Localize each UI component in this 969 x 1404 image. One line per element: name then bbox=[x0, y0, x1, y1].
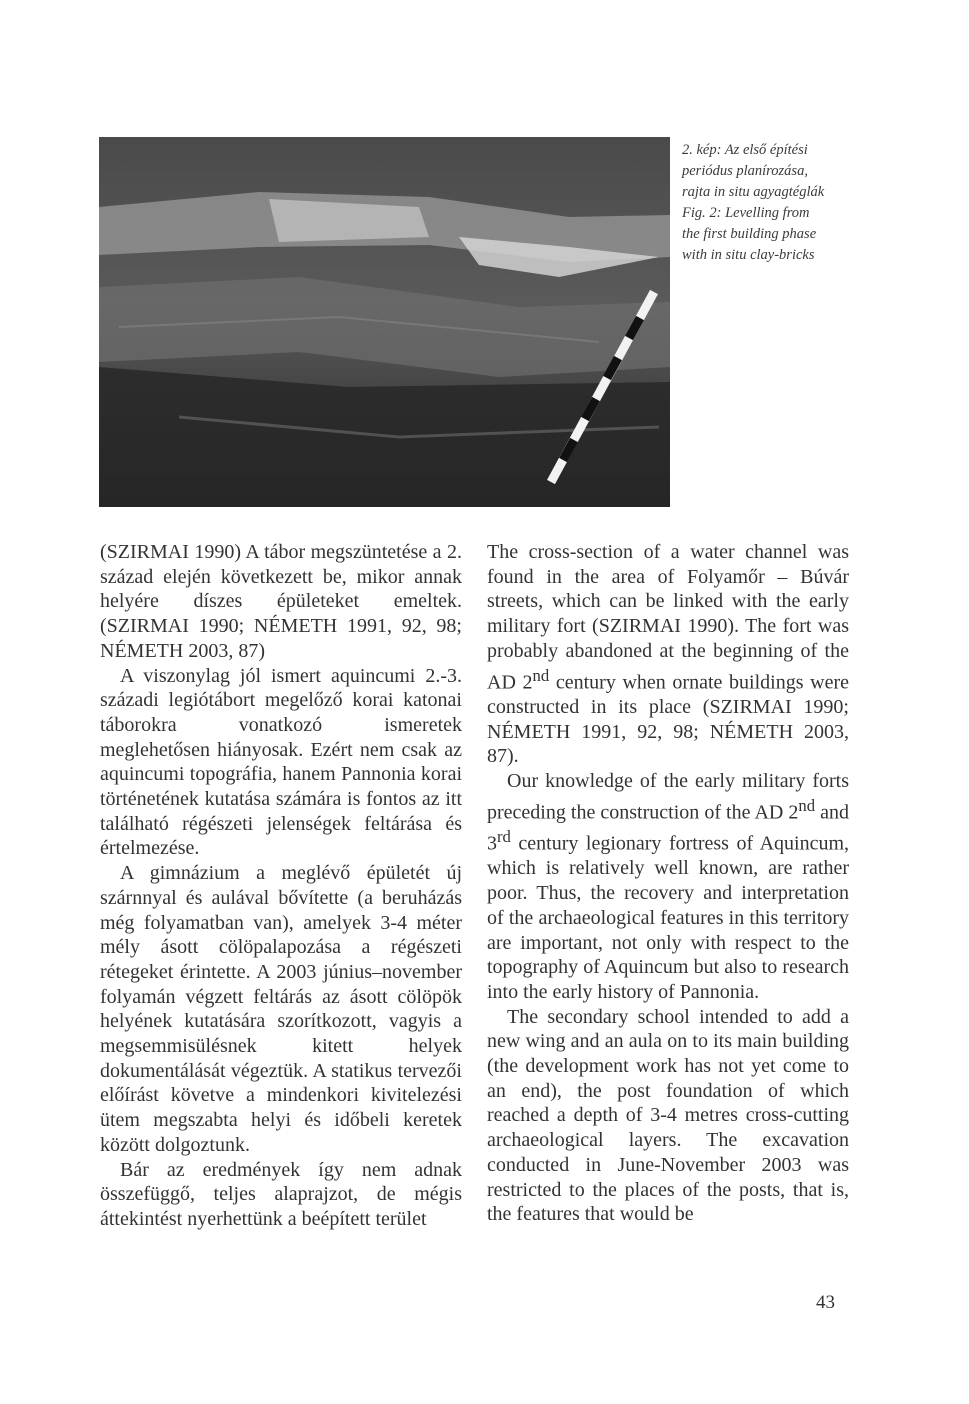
caption-line: the first building phase bbox=[682, 226, 817, 242]
text-run: century legionary fortress of Aquincum, which is relatively well known, are rather poor. Thus, the recovery and interpretation of the archaeological features in this territory are important, not only with respect to the topography of Aquincum but also to research into the early history of Pannonia. bbox=[487, 832, 849, 1003]
excavation-photo bbox=[99, 137, 670, 507]
text-run: century when ornate buildings were constructed in its place (SZIRMAI 1990; NÉMETH 1991, 92, 98; NÉMETH 2003, 87). bbox=[487, 671, 850, 768]
text-run: The cross-section of a water channel was found in the area of Folyamőr – Búvár streets, which can be linked with the early military fort (SZIRMAI 1990). The fort was probably abandoned at the beginning of the AD 2 bbox=[487, 541, 849, 694]
text-run: Our knowledge of the early military forts preceding the construction of the AD 2 bbox=[487, 769, 849, 824]
paragraph: A gimnázium a meglévő épületét új szárnnyal és aulával bővítette (a beruházás még folyamatban van), amelyek 3-4 méter mély ásott cölöpalapozása a régészeti rétegeket érintette. A 2003 június–november folyamán végzett feltárás az ásott cölöpök helyének kutatására szorítkozott, vagyis a megsemmisülésnek kitett helyek dokumentálását végeztük. A statikus tervezői előírást követve a mindenkori kivitelezési ütem megszabta helyi és időbeli keretek között dolgoztunk. bbox=[100, 862, 462, 1156]
paragraph bbox=[487, 769, 849, 1005]
english-text-column bbox=[487, 540, 849, 1227]
text-run: and 3 bbox=[487, 801, 849, 855]
caption-line: 2. kép: Az első építési bbox=[682, 142, 808, 158]
superscript: rd bbox=[497, 827, 511, 847]
caption-line: periódus planírozása, bbox=[682, 163, 808, 179]
superscript: nd bbox=[532, 665, 550, 685]
photo-caption bbox=[682, 140, 882, 266]
paragraph: (SZIRMAI 1990) A tábor megszüntetése a 2. század elején következett be, mikor annak helyére díszes épületeket emeltek. (SZIRMAI 1990; NÉMETH 1991, 92, 98; NÉMETH 2003, 87) bbox=[100, 541, 462, 662]
caption-line: Fig. 2: Levelling from bbox=[682, 205, 810, 221]
paragraph: A viszonylag jól ismert aquincumi 2.-3. századi legiótábort megelőző korai katonai táborokra vonatkozó ismeretek meglehetősen hiányosak. Ezért nem csak az aquincumi topográfia, hanem Pannonia korai történetének kutatása számára is fontos az itt található régészeti jelenségek feltárása és értelmezése. bbox=[100, 664, 462, 860]
caption-line: with in situ clay-bricks bbox=[682, 247, 815, 263]
page-number: 43 bbox=[816, 1292, 835, 1313]
paragraph: Bár az eredmények így nem adnak összefüggő, teljes alaprajzot, de mégis áttekintést nyerhettünk a beépített terület bbox=[100, 1158, 462, 1230]
paragraph bbox=[487, 540, 849, 769]
hungarian-text-column bbox=[100, 540, 462, 1232]
paragraph: The secondary school intended to add a new wing and an aula on to its main building (the development work has not yet come to an end), the post foundation of which reached a depth of 3-4 metres cross-cutting archaeological layers. The excavation conducted in June-November 2003 was restricted to the places of the posts, that is, the features that would be bbox=[487, 1005, 849, 1226]
caption-line: rajta in situ agyagtéglák bbox=[682, 184, 825, 200]
superscript: nd bbox=[798, 795, 816, 815]
